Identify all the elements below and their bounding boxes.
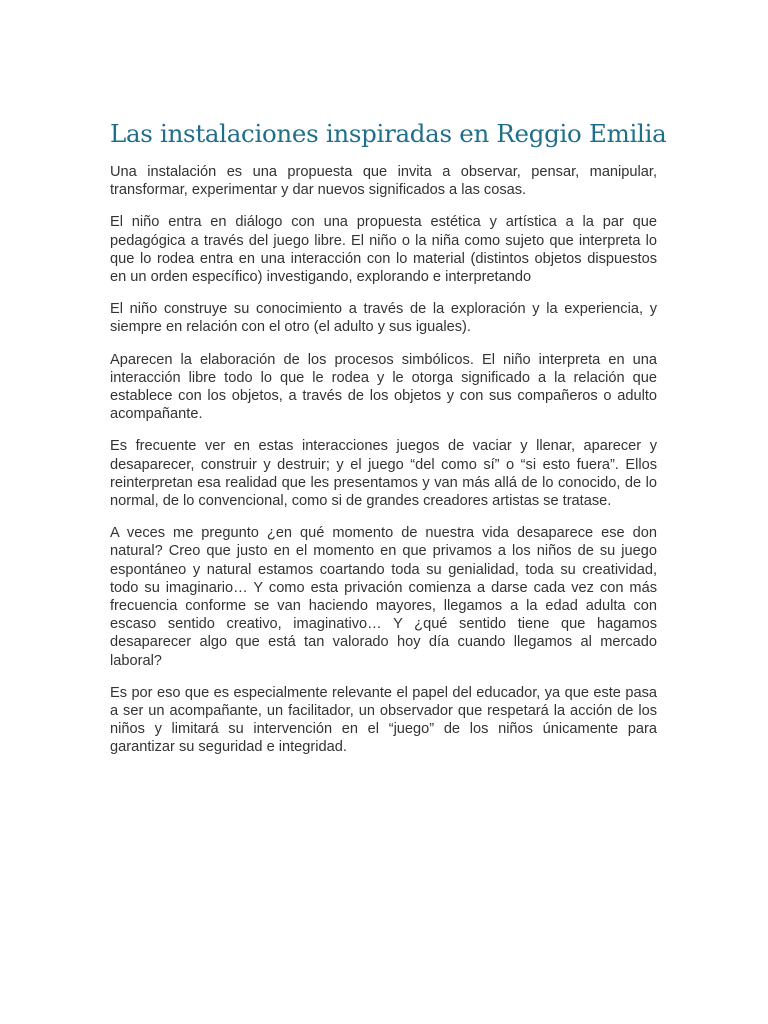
paragraph-educator: Es por eso que es especialmente relevante el papel del educador, ya que este pasa a ser un acompañante, un facilitador, un observador que respetará la acción de los niños y limitará su intervención en el “juego” de los niños únicamente para garantizar su seguridad e integridad. xyxy=(110,684,657,756)
paragraph-games: Es frecuente ver en estas interacciones juegos de vaciar y llenar, aparecer y desaparecer, construir y destruir; y el juego “del como sí” o “si esto fuera”. Ellos reinterpretan esa realidad que les presentamos y van más allá de lo conocido, de lo normal, de lo convencional, como si de grandes creadores artistas se tratase. xyxy=(110,438,657,510)
paragraph-knowledge: El niño construye su conocimiento a través de la exploración y la experiencia, y siempre en relación con el otro (el adulto y sus iguales). xyxy=(110,301,657,336)
paragraph-dialogue: El niño entra en diálogo con una propuesta estética y artística a la par que pedagógica a través del juego libre. El niño o la niña como sujeto que interpreta lo que lo rodea entra en una interacción con lo material (distintos objetos dispuestos en un orden específico) investigando, explorando e interpretando xyxy=(110,214,657,286)
paragraph-intro: Una instalación es una propuesta que invita a observar, pensar, manipular, transformar, experimentar y dar nuevos significados a las cosas. xyxy=(110,164,657,199)
paragraph-symbolic: Aparecen la elaboración de los procesos simbólicos. El niño interpreta en una interacción libre todo lo que le rodea y le otorga significado a la relación que establece con los objetos, a través de los objetos y con sus compañeros o adulto acompañante. xyxy=(110,351,657,423)
page-title: Las instalaciones inspiradas en Reggio Emilia xyxy=(110,119,667,148)
paragraph-reflection: A veces me pregunto ¿en qué momento de nuestra vida desaparece ese don natural? Creo que justo en el momento en que privamos a los niños de su juego espontáneo y natural estamos coartando toda su genialidad, toda su creatividad, todo su imaginario… Y como esta privación comienza a darse cada vez con más frecuencia conforme se van haciendo mayores, llegamos a la edad adulta con escaso sentido creativo, imaginativo… Y ¿qué sentido tiene que hagamos desaparecer algo que está tan valorado hoy día cuando llegamos al mercado laboral? xyxy=(110,525,657,669)
document-page xyxy=(110,114,667,771)
